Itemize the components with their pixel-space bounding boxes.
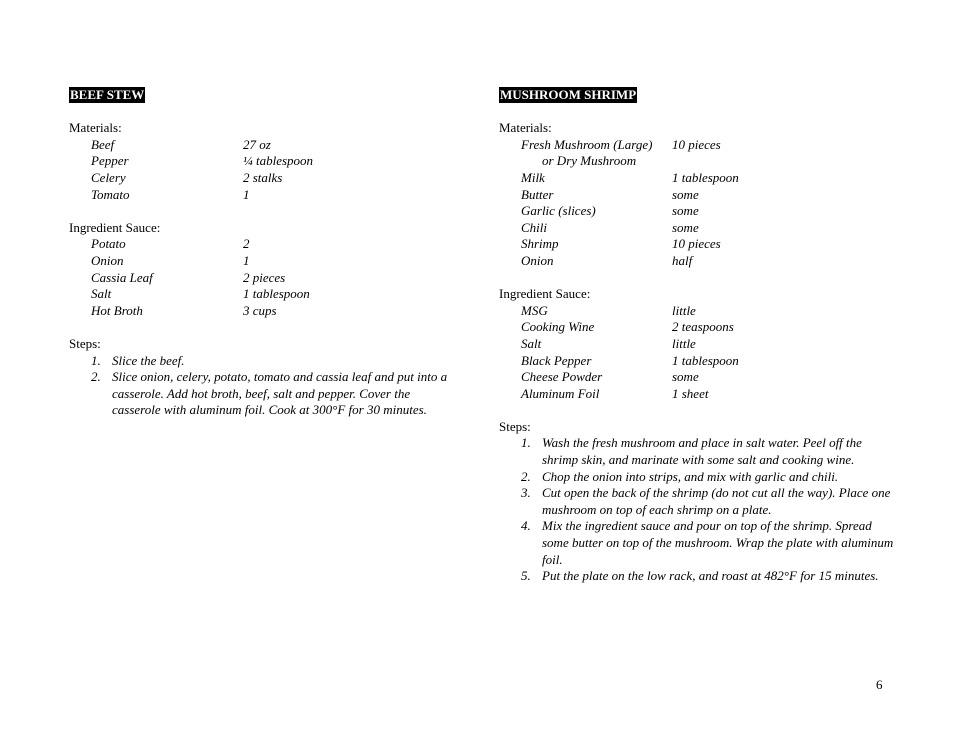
ingredient-name: Tomato [91, 186, 130, 202]
ingredient-name: Cheese Powder [521, 369, 603, 385]
step-text: Chop the onion into strips, and mix with garlic and chili. [542, 468, 839, 484]
ingredient-name: Milk [521, 169, 545, 185]
sauce-row [499, 386, 899, 403]
ingredient-name: Potato [91, 236, 126, 252]
step-item [69, 369, 469, 419]
ingredient-name: Pepper [91, 153, 129, 169]
ingredient-name: Garlic (slices) [521, 203, 596, 219]
ingredient-name: Cassia Leaf [91, 269, 153, 285]
step-text: Slice onion, celery, potato, tomato and cassia leaf and put into a casserole. Add hot broth, beef, salt and pepper. Cover the casserole with aluminum foil. Cook at 300°F for 30 minutes. [112, 369, 448, 418]
ingredient-name: Shrimp [521, 236, 559, 252]
page-number: 6 [876, 677, 883, 692]
ingredient-name: Cooking Wine [521, 319, 595, 335]
ingredient-qty: 2 teaspoons [672, 319, 734, 335]
ingredient-qty: 1 [243, 252, 250, 268]
step-item [499, 435, 899, 468]
ingredient-name: Beef [91, 136, 115, 152]
recipe-title [499, 87, 899, 104]
sauce-row [69, 236, 469, 253]
steps-label: Steps: [69, 335, 101, 351]
ingredient-name: Onion [91, 252, 124, 268]
ingredient-row [69, 170, 469, 187]
ingredient-qty: little [672, 302, 696, 318]
ingredient-qty: 10 pieces [672, 236, 721, 252]
ingredient-row [499, 137, 899, 154]
ingredient-name: Salt [521, 335, 542, 351]
sauce-row [69, 303, 469, 320]
sauce-row [69, 286, 469, 303]
step-number: 1. [521, 435, 531, 451]
ingredient-qty: 27 oz [243, 136, 271, 152]
ingredient-row [499, 236, 899, 253]
ingredient-qty: 1 tablespoon [672, 169, 739, 185]
step-number: 2. [91, 369, 101, 385]
sauce-row [499, 369, 899, 386]
ingredient-name: MSG [521, 302, 548, 318]
sauce-row [499, 353, 899, 370]
ingredient-qty: 2 pieces [243, 269, 286, 285]
ingredient-name: Hot Broth [91, 302, 143, 318]
ingredient-qty: ¼ tablespoon [243, 153, 314, 169]
ingredient-row [69, 137, 469, 154]
ingredient-name: Onion [521, 252, 554, 268]
recipe-title [69, 87, 469, 104]
step-text: Slice the beef. [112, 352, 185, 368]
ingredient-qty: 1 tablespoon [243, 286, 310, 302]
step-item [499, 568, 899, 585]
step-item [69, 353, 469, 370]
step-text: Wash the fresh mushroom and place in salt water. Peel off the shrimp skin, and marinate with some salt and cooking wine. [542, 435, 862, 468]
ingredient-qty: some [672, 203, 699, 219]
ingredient-qty: 1 [243, 186, 250, 202]
ingredient-row [499, 187, 899, 204]
ingredient-qty: some [672, 219, 699, 235]
ingredient-row [499, 170, 899, 187]
ingredient-qty: some [672, 186, 699, 202]
step-text: Put the plate on the low rack, and roast at 482°F for 15 minutes. [542, 568, 879, 584]
ingredient-qty: 2 stalks [243, 169, 283, 185]
sauce-row [69, 253, 469, 270]
sauce-row [499, 319, 899, 336]
ingredient-name: Celery [91, 169, 126, 185]
steps-list [69, 353, 469, 419]
ingredient-row [499, 153, 899, 170]
ingredient-qty: little [672, 335, 696, 351]
materials-label: Materials: [499, 120, 552, 136]
ingredient-row [499, 253, 899, 270]
ingredient-qty: 2 [243, 236, 250, 252]
step-item [499, 518, 899, 568]
ingredient-name: Aluminum Foil [521, 385, 600, 401]
ingredient-name: Salt [91, 286, 112, 302]
step-number: 4. [521, 518, 531, 534]
steps-label: Steps: [499, 418, 531, 434]
step-text: Mix the ingredient sauce and pour on top of the shrimp. Spread some butter on top of the mushroom. Wrap the plate with aluminum foil. [542, 518, 894, 567]
step-number: 5. [521, 568, 531, 584]
ingredient-row [499, 203, 899, 220]
ingredient-name: Black Pepper [521, 352, 592, 368]
ingredient-name: or Dry Mushroom [542, 153, 637, 169]
step-number: 1. [91, 352, 101, 368]
sauce-row [69, 270, 469, 287]
sauce-row [499, 303, 899, 320]
materials-label: Materials: [69, 120, 122, 136]
ingredient-name: Chili [521, 219, 548, 235]
ingredient-row [69, 187, 469, 204]
ingredient-name: Butter [521, 186, 554, 202]
recipe-title-text: MUSHROOM SHRIMP [500, 87, 637, 102]
step-number: 3. [521, 485, 531, 501]
ingredient-qty: half [672, 252, 693, 268]
recipe-beef-stew [69, 87, 469, 419]
steps-list [499, 435, 899, 584]
step-text: Cut open the back of the shrimp (do not cut all the way). Place one mushroom on top of each shrimp on a plate. [542, 485, 891, 517]
sauce-row [499, 336, 899, 353]
ingredient-qty: 1 sheet [672, 385, 709, 401]
step-item [499, 485, 899, 518]
recipe-title-text: BEEF STEW [70, 87, 145, 102]
ingredient-qty: 10 pieces [672, 136, 721, 152]
ingredient-qty: 1 tablespoon [672, 352, 739, 368]
ingredient-qty: 3 cups [243, 302, 277, 318]
ingredient-qty: some [672, 369, 699, 385]
sauce-label: Ingredient Sauce: [499, 286, 591, 302]
ingredient-row [499, 220, 899, 237]
sauce-label: Ingredient Sauce: [69, 219, 161, 235]
ingredient-row [69, 153, 469, 170]
step-item [499, 469, 899, 486]
step-number: 2. [521, 468, 531, 484]
recipe-mushroom-shrimp [499, 87, 899, 585]
ingredient-name: Fresh Mushroom (Large) [521, 136, 653, 152]
